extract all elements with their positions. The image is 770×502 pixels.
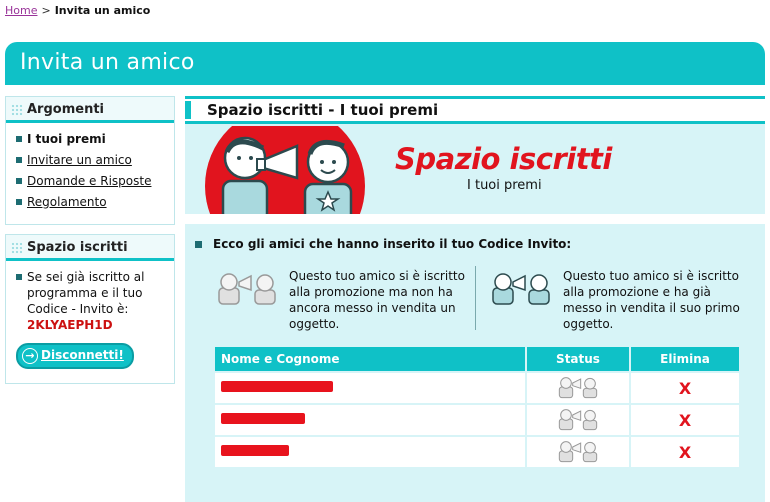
sidebar-member-title: Spazio iscritti [27,240,128,255]
invite-code-label: Se sei già iscritto al programma e il tuo Codice - Invito è: [27,270,145,316]
arrow-right-icon: → [22,348,38,364]
inactive-friend-icon [558,438,598,464]
legend-divider [475,266,476,330]
sidebar-topics-title: Argomenti [27,102,104,117]
inactive-friend-icon [558,406,598,432]
table-row [215,437,739,467]
sidebar-item-domande-e-risposte[interactable] [16,173,174,189]
friend-name-cell [215,437,525,467]
sidebar-member-info [6,261,174,379]
section-title-bar [185,96,765,124]
sidebar-topics-header [6,97,174,123]
inactive-friend-icon [558,374,598,400]
sidebar-item-i-tuoi-premi [16,131,174,147]
legend-active-text: Questo tuo amico si è iscritto alla promozione e ha già messo in vendita il suo primo oggetto. [563,269,740,331]
table-row [215,405,739,435]
friends-intro: Ecco gli amici che hanno inserito il tuo Codice Invito: [195,237,571,251]
delete-icon[interactable]: X [678,442,692,462]
active-friend-icon [491,270,551,306]
sidebar-item-label[interactable]: Regolamento [27,195,107,209]
sidebar-member-box [5,234,175,384]
hero-title: Spazio iscritti [395,142,612,176]
logout-label: Disconnetti! [41,348,124,362]
sidebar-item-regolamento[interactable] [16,194,174,210]
hero-subtitle: I tuoi premi [467,178,542,193]
legend-inactive [217,268,467,332]
status-cell [525,405,629,435]
redacted-name [221,413,305,424]
breadcrumb-separator: > [41,4,51,17]
delete-icon[interactable]: X [678,378,692,398]
dots-icon [11,104,23,116]
legend-inactive-text: Questo tuo amico si è iscritto alla promozione ma non ha ancora messo in vendita un oggetto. [289,269,465,331]
table-header-row [215,347,739,371]
sidebar-topics-box [5,96,175,225]
sidebar-item-label: I tuoi premi [27,132,106,146]
megaphone-kids-illustration [205,126,405,214]
sidebar-topics-menu [6,123,174,221]
section-title: Spazio iscritti - I tuoi premi [207,101,439,119]
legend-active [491,268,741,332]
sidebar-item-invitare-un-amico[interactable] [16,152,174,168]
logout-button[interactable] [16,343,134,369]
page-banner [5,42,765,85]
delete-icon[interactable]: X [678,410,692,430]
status-cell [525,437,629,467]
section-marker [185,101,191,119]
table-row [215,373,739,403]
inactive-friend-icon [217,270,277,306]
friend-name-cell [215,373,525,403]
breadcrumb-current: Invita un amico [54,4,151,17]
breadcrumb-home-link[interactable]: Home [5,4,38,17]
redacted-name [221,445,289,456]
delete-cell [629,373,739,403]
friend-name-cell [215,405,525,435]
dots-icon [11,242,23,254]
sidebar-member-header [6,235,174,261]
friends-table [215,345,739,469]
column-header-delete: Elimina [629,347,739,371]
invite-code-value: 2KLYAEPH1D [27,318,113,332]
breadcrumb [5,4,150,17]
divider [185,214,765,224]
invite-code-text [16,269,166,333]
hero-banner [185,126,765,214]
column-header-status: Status [525,347,629,371]
redacted-name [221,381,333,392]
main-panel [185,96,765,502]
delete-cell [629,405,739,435]
sidebar-item-label[interactable]: Invitare un amico [27,153,132,167]
status-cell [525,373,629,403]
column-header-name: Nome e Cognome [215,347,525,371]
delete-cell [629,437,739,467]
sidebar-item-label[interactable]: Domande e Risposte [27,174,152,188]
page-title: Invita un amico [20,50,195,75]
